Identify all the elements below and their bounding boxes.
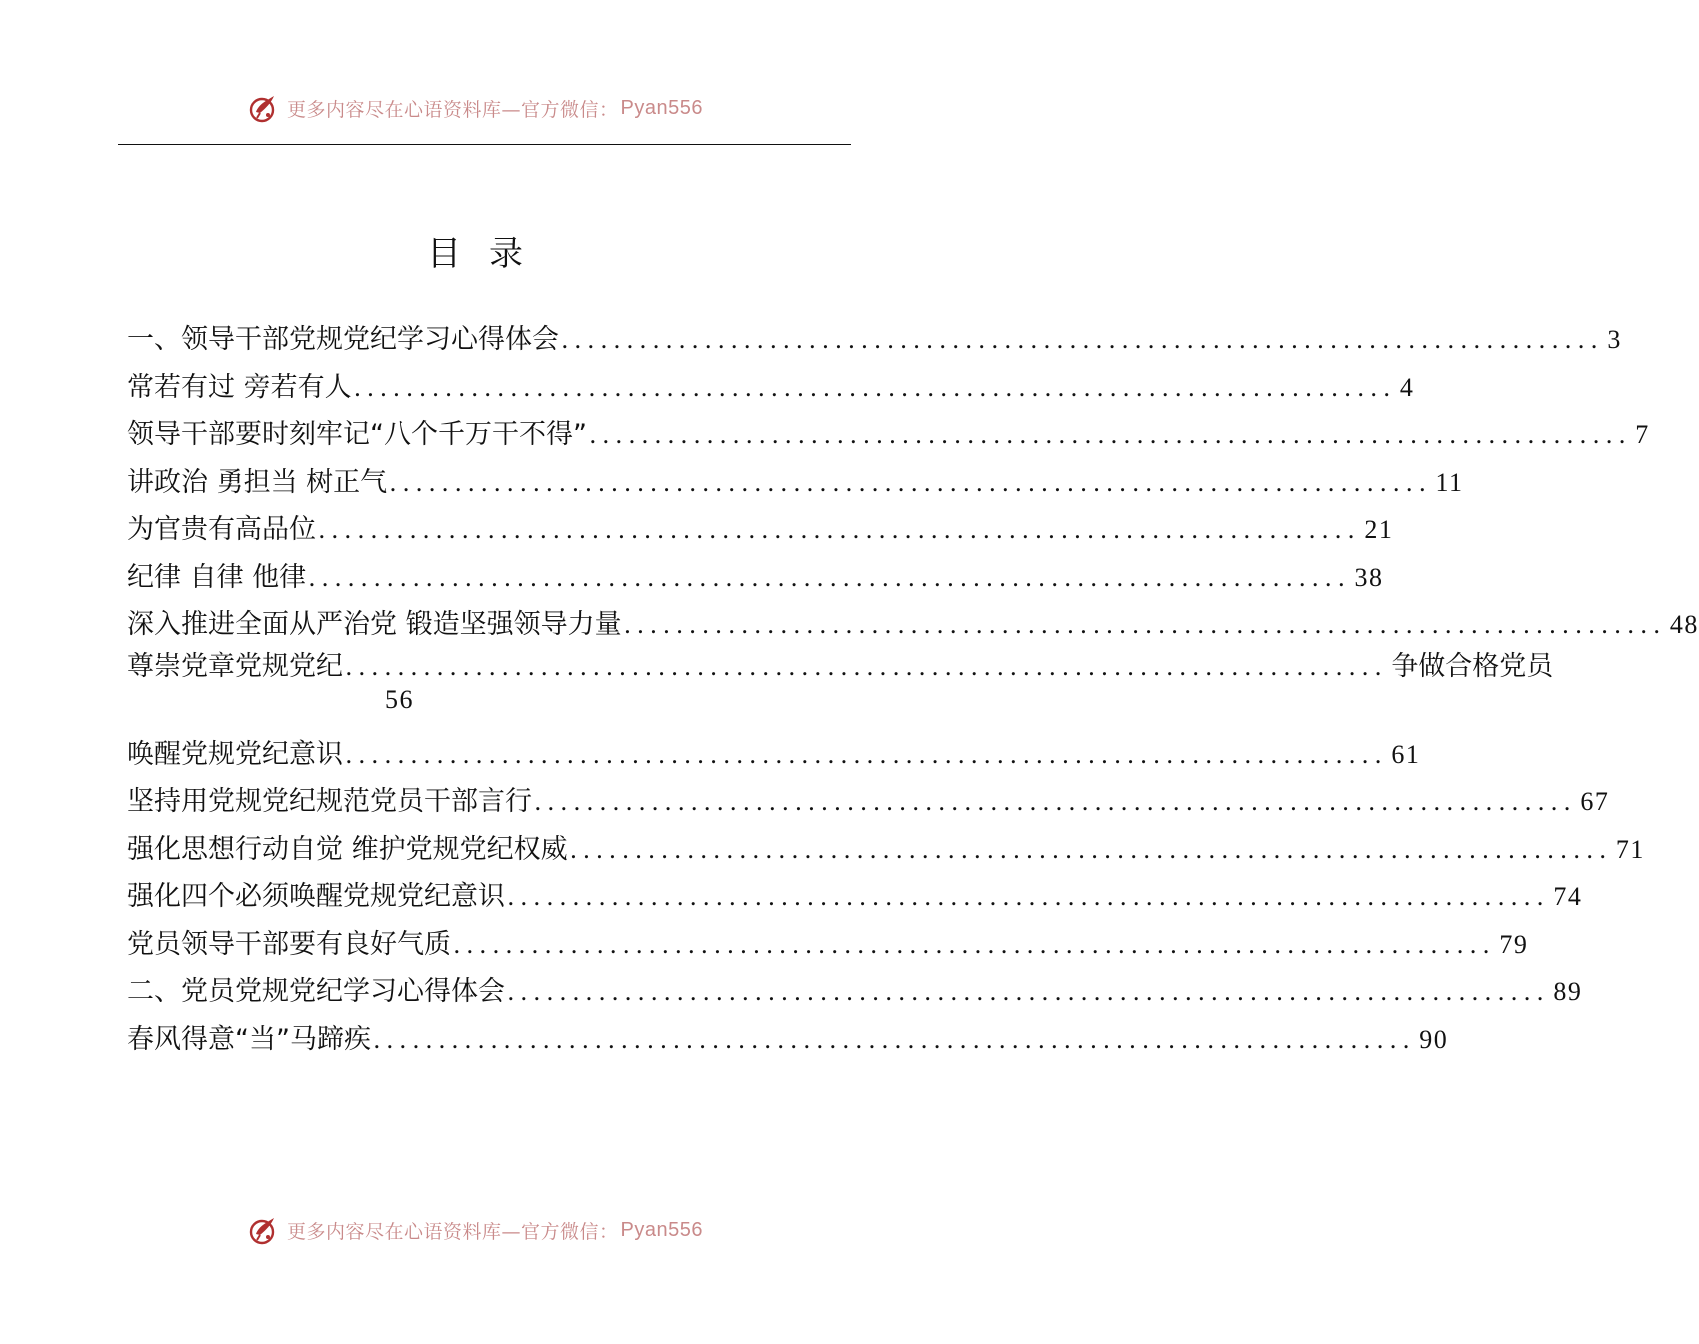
toc-page-number: 56 <box>385 684 414 714</box>
table-of-contents <box>127 316 1699 1063</box>
toc-entry-title: 春风得意“当”马蹄疾 <box>127 1023 371 1055</box>
toc-entry-title: 坚持用党规党纪规范党员干部言行 <box>127 786 532 817</box>
toc-page-number: 3 <box>1607 325 1622 354</box>
toc-entry-title: 为官贵有高品位 <box>127 514 316 545</box>
brand-logo-icon <box>247 91 281 125</box>
toc-entry-title: 领导干部要时刻牢记“八个千万干不得” <box>127 419 587 450</box>
toc-entry[interactable] <box>127 316 1622 364</box>
toc-dot-leader: ................................................................................ <box>345 652 1388 681</box>
toc-dot-leader: ................................................................................ <box>534 788 1577 816</box>
toc-entry[interactable] <box>127 1016 1449 1064</box>
toc-entry[interactable] <box>127 506 1394 554</box>
toc-entry[interactable] <box>127 411 1650 459</box>
toc-entry-title: 常若有过 旁若有人 <box>127 371 352 403</box>
toc-entry[interactable] <box>127 873 1583 921</box>
toc-entry[interactable] <box>127 459 1464 507</box>
toc-entry[interactable] <box>127 921 1529 969</box>
toc-entry-title: 党员领导干部要有良好气质 <box>127 928 451 960</box>
toc-dot-leader: ................................................................................ <box>507 883 1550 911</box>
toc-dot-leader: ................................................................................ <box>588 421 1632 449</box>
toc-entry-title: 唤醒党规党纪意识 <box>127 738 343 770</box>
toc-entry-title: 一、领导干部党规党纪学习心得体会 <box>127 324 559 355</box>
toc-entry[interactable] <box>127 364 1415 412</box>
toc-page-number: 4 <box>1399 372 1415 402</box>
toc-entry-title: 尊崇党章党规党纪 <box>127 650 343 682</box>
watermark-text: 更多内容尽在心语资料库—官方微信： <box>287 1220 619 1243</box>
toc-page-number: 21 <box>1364 515 1394 544</box>
toc-entry[interactable] <box>127 601 1699 649</box>
toc-page-number: 71 <box>1615 834 1645 864</box>
toc-entry-title-suffix: 争做合格党员 <box>1391 650 1554 682</box>
header-watermark <box>0 88 950 128</box>
toc-dot-leader: ................................................................................ <box>561 326 1604 354</box>
toc-entry[interactable] <box>127 968 1583 1016</box>
toc-dot-leader: ................................................................................ <box>308 563 1351 592</box>
header-divider <box>118 144 851 145</box>
toc-page-number: 90 <box>1419 1024 1449 1054</box>
toc-page-number: 61 <box>1391 739 1421 769</box>
toc-entry-title: 强化思想行动自觉 维护党规党纪权威 <box>127 833 568 865</box>
toc-dot-leader: ................................................................................ <box>345 740 1388 769</box>
toc-page-number: 67 <box>1580 787 1610 816</box>
toc-page-number: 7 <box>1635 420 1650 449</box>
toc-dot-leader: ................................................................................ <box>623 611 1666 639</box>
toc-entry-title: 强化四个必须唤醒党规党纪意识 <box>127 881 505 912</box>
toc-entry[interactable] <box>127 826 1645 874</box>
toc-entry[interactable] <box>127 554 1384 602</box>
brand-logo-icon <box>247 1213 281 1247</box>
watermark-handle: Pyan556 <box>620 96 703 119</box>
toc-dot-leader: ................................................................................ <box>453 930 1496 959</box>
toc-page-number: 48 <box>1669 610 1699 639</box>
toc-page-number: 11 <box>1435 467 1464 497</box>
toc-entry[interactable] <box>127 731 1421 779</box>
toc-dot-leader: ................................................................................ <box>569 835 1612 864</box>
toc-dot-leader: ................................................................................ <box>507 978 1550 1006</box>
toc-page-number: 74 <box>1553 882 1583 911</box>
watermark-text: 更多内容尽在心语资料库—官方微信： <box>287 98 619 121</box>
toc-page-number: 38 <box>1354 562 1384 592</box>
toc-page-number: 89 <box>1553 977 1583 1006</box>
toc-entry-title: 深入推进全面从严治党 锻造坚强领导力量 <box>127 609 622 640</box>
toc-dot-leader: ................................................................................ <box>372 1025 1416 1054</box>
toc-entry[interactable] <box>127 649 1554 685</box>
toc-dot-leader: ................................................................................ <box>389 468 1432 497</box>
toc-entry-title: 讲政治 勇担当 树正气 <box>127 466 388 498</box>
page-title: 目录 <box>427 234 551 274</box>
toc-entry-title: 纪律 自律 他律 <box>127 561 307 593</box>
watermark-handle: Pyan556 <box>620 1218 703 1241</box>
toc-dot-leader: ................................................................................ <box>318 516 1361 544</box>
footer-watermark <box>0 1210 950 1250</box>
toc-entry-title: 二、党员党规党纪学习心得体会 <box>127 976 505 1007</box>
toc-page-number: 79 <box>1499 929 1529 959</box>
toc-entry[interactable] <box>127 778 1610 826</box>
toc-dot-leader: ................................................................................ <box>353 373 1396 402</box>
